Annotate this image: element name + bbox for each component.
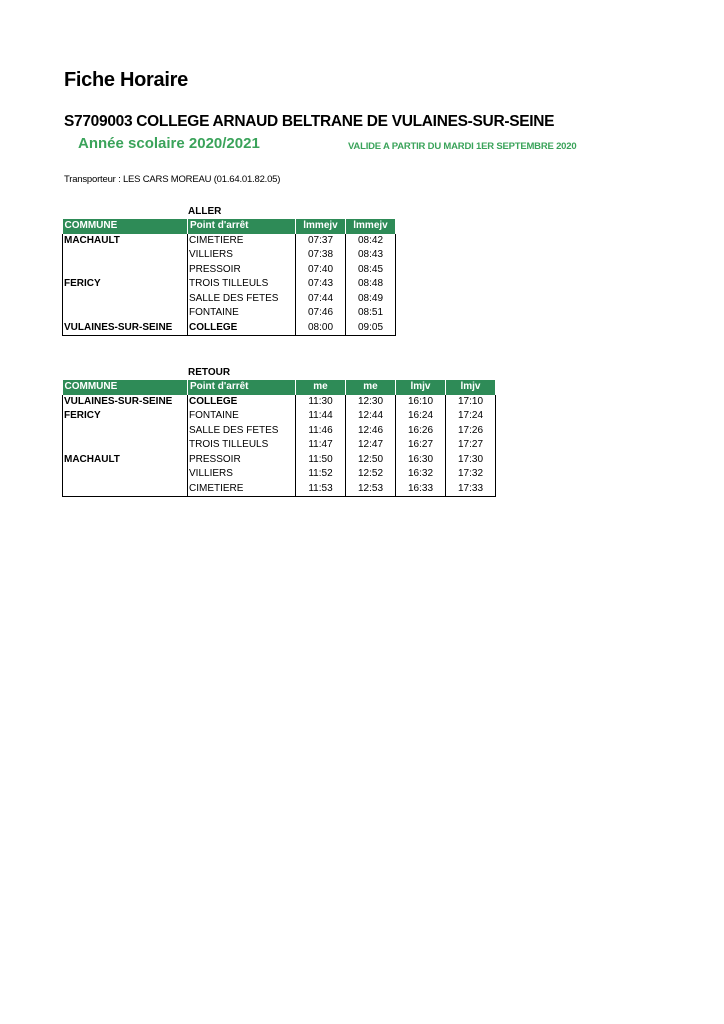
time-cell: 08:45 bbox=[346, 263, 396, 278]
time-cell: 12:47 bbox=[346, 438, 396, 453]
table-row bbox=[63, 467, 496, 482]
time-cell: 12:50 bbox=[346, 453, 396, 468]
retour-header-time-2: me bbox=[346, 380, 396, 395]
page-title: Fiche Horaire bbox=[64, 69, 188, 91]
time-cell: 12:44 bbox=[346, 409, 396, 424]
commune-cell: VULAINES-SUR-SEINE bbox=[63, 321, 188, 336]
time-cell: 16:10 bbox=[396, 395, 446, 410]
commune-cell: FERICY bbox=[63, 409, 188, 424]
stop-cell: VILLIERS bbox=[188, 467, 296, 482]
table-row bbox=[63, 292, 396, 307]
table-row bbox=[63, 306, 396, 321]
time-cell: 17:26 bbox=[446, 424, 496, 439]
table-row bbox=[63, 453, 496, 468]
table-row bbox=[63, 263, 396, 278]
retour-header-commune: COMMUNE bbox=[63, 380, 188, 395]
aller-header-time-1: lmmejv bbox=[296, 219, 346, 234]
commune-cell: MACHAULT bbox=[63, 234, 188, 249]
time-cell: 08:43 bbox=[346, 248, 396, 263]
time-cell: 16:30 bbox=[396, 453, 446, 468]
aller-label: ALLER bbox=[188, 206, 222, 217]
aller-header-time-2: lmmejv bbox=[346, 219, 396, 234]
aller-header-commune: COMMUNE bbox=[63, 219, 188, 234]
table-row bbox=[63, 321, 396, 336]
time-cell: 11:44 bbox=[296, 409, 346, 424]
time-cell: 11:30 bbox=[296, 395, 346, 410]
time-cell: 12:53 bbox=[346, 482, 396, 497]
time-cell: 11:46 bbox=[296, 424, 346, 439]
table-row bbox=[63, 395, 496, 410]
commune-cell bbox=[63, 467, 188, 482]
stop-cell: CIMETIERE bbox=[188, 482, 296, 497]
time-cell: 07:40 bbox=[296, 263, 346, 278]
retour-header-time-3: lmjv bbox=[396, 380, 446, 395]
commune-cell bbox=[63, 438, 188, 453]
time-cell: 16:26 bbox=[396, 424, 446, 439]
time-cell: 16:27 bbox=[396, 438, 446, 453]
retour-label: RETOUR bbox=[188, 367, 231, 378]
table-row bbox=[63, 277, 396, 292]
retour-table bbox=[62, 380, 496, 497]
stop-cell: FONTAINE bbox=[188, 306, 296, 321]
time-cell: 07:38 bbox=[296, 248, 346, 263]
time-cell: 17:27 bbox=[446, 438, 496, 453]
retour-header-time-1: me bbox=[296, 380, 346, 395]
stop-cell: PRESSOIR bbox=[188, 453, 296, 468]
stop-cell: FONTAINE bbox=[188, 409, 296, 424]
time-cell: 07:46 bbox=[296, 306, 346, 321]
time-cell: 17:33 bbox=[446, 482, 496, 497]
retour-header-time-4: lmjv bbox=[446, 380, 496, 395]
table-row bbox=[63, 234, 396, 249]
time-cell: 08:48 bbox=[346, 277, 396, 292]
time-cell: 17:10 bbox=[446, 395, 496, 410]
commune-cell bbox=[63, 248, 188, 263]
commune-cell bbox=[63, 306, 188, 321]
time-cell: 17:32 bbox=[446, 467, 496, 482]
table-row bbox=[63, 409, 496, 424]
time-cell: 12:46 bbox=[346, 424, 396, 439]
time-cell: 11:53 bbox=[296, 482, 346, 497]
aller-table bbox=[62, 219, 396, 336]
carrier-info: Transporteur : LES CARS MOREAU (01.64.01.82.05) bbox=[64, 174, 281, 185]
stop-cell: SALLE DES FETES bbox=[188, 424, 296, 439]
stop-cell: COLLEGE bbox=[188, 395, 296, 410]
time-cell: 08:49 bbox=[346, 292, 396, 307]
time-cell: 07:44 bbox=[296, 292, 346, 307]
retour-header-stop: Point d'arrêt bbox=[188, 380, 296, 395]
aller-header-stop: Point d'arrêt bbox=[188, 219, 296, 234]
time-cell: 08:00 bbox=[296, 321, 346, 336]
stop-cell: VILLIERS bbox=[188, 248, 296, 263]
commune-cell bbox=[63, 482, 188, 497]
commune-cell: FERICY bbox=[63, 277, 188, 292]
time-cell: 11:50 bbox=[296, 453, 346, 468]
time-cell: 17:30 bbox=[446, 453, 496, 468]
commune-cell bbox=[63, 263, 188, 278]
time-cell: 17:24 bbox=[446, 409, 496, 424]
time-cell: 07:43 bbox=[296, 277, 346, 292]
stop-cell: PRESSOIR bbox=[188, 263, 296, 278]
commune-cell: VULAINES-SUR-SEINE bbox=[63, 395, 188, 410]
time-cell: 11:52 bbox=[296, 467, 346, 482]
time-cell: 16:32 bbox=[396, 467, 446, 482]
commune-cell: MACHAULT bbox=[63, 453, 188, 468]
table-row bbox=[63, 438, 496, 453]
stop-cell: COLLEGE bbox=[188, 321, 296, 336]
time-cell: 07:37 bbox=[296, 234, 346, 249]
school-year: Année scolaire 2020/2021 bbox=[78, 135, 260, 152]
stop-cell: CIMETIERE bbox=[188, 234, 296, 249]
time-cell: 16:33 bbox=[396, 482, 446, 497]
time-cell: 09:05 bbox=[346, 321, 396, 336]
table-row bbox=[63, 248, 396, 263]
table-row bbox=[63, 482, 496, 497]
time-cell: 08:51 bbox=[346, 306, 396, 321]
stop-cell: TROIS TILLEULS bbox=[188, 277, 296, 292]
time-cell: 12:30 bbox=[346, 395, 396, 410]
valid-from: VALIDE A PARTIR DU MARDI 1ER SEPTEMBRE 2020 bbox=[348, 141, 577, 152]
time-cell: 12:52 bbox=[346, 467, 396, 482]
stop-cell: TROIS TILLEULS bbox=[188, 438, 296, 453]
stop-cell: SALLE DES FETES bbox=[188, 292, 296, 307]
time-cell: 16:24 bbox=[396, 409, 446, 424]
commune-cell bbox=[63, 292, 188, 307]
time-cell: 08:42 bbox=[346, 234, 396, 249]
time-cell: 11:47 bbox=[296, 438, 346, 453]
commune-cell bbox=[63, 424, 188, 439]
line-title: S7709003 COLLEGE ARNAUD BELTRANE DE VULAINES-SUR-SEINE bbox=[64, 113, 555, 130]
table-row bbox=[63, 424, 496, 439]
